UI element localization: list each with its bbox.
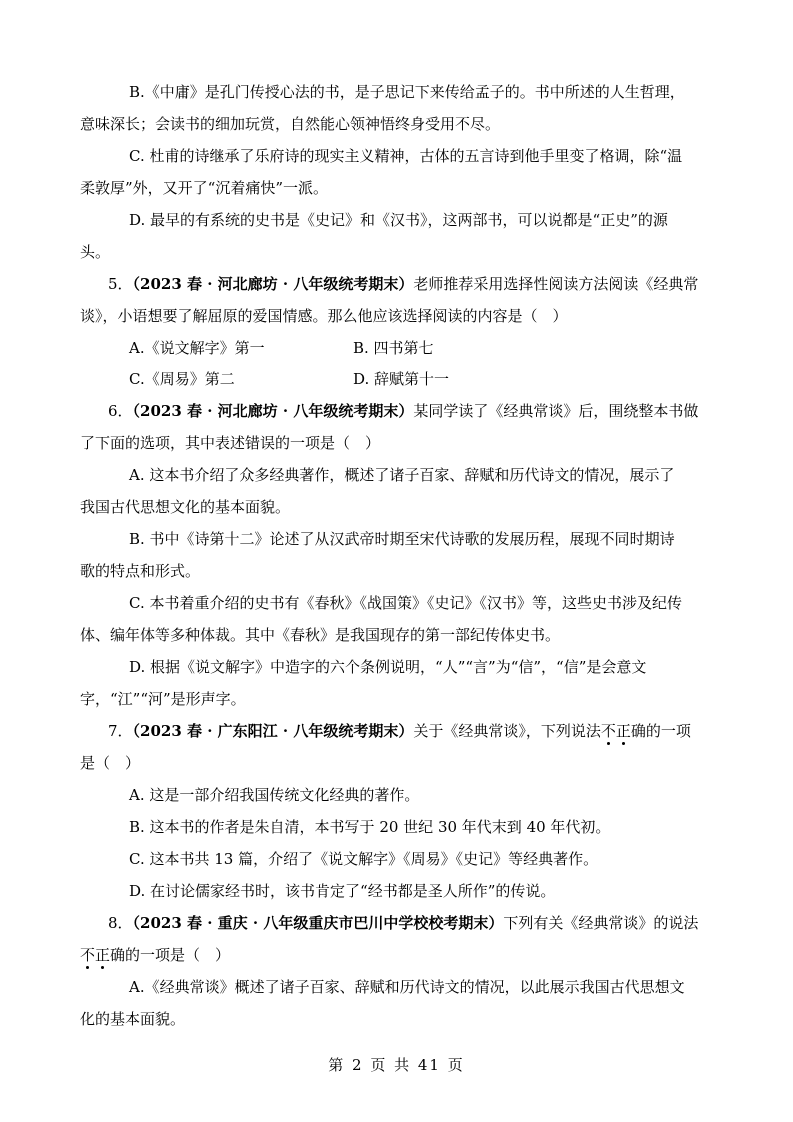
q8-source: （2023 春 · 重庆 · 八年级重庆市巴川中学校校考期末） [132,914,504,932]
q7-option-d: D. 在讨论儒家经书时，该书肯定了“经书都是圣人所作”的传说。 [129,882,556,900]
q7-number: 7． [108,722,133,740]
q6-option-d-line1: D. 根据《说文解字》中造字的六个条例说明，“人”“言”为“信”，“信”是会意文 [129,658,647,676]
q6-option-d-line2: 字，“江”“河”是形声字。 [80,690,246,708]
q7-stem-line1 [108,721,691,741]
q5-option-a: A.《说文解字》第一 [129,339,265,357]
q8-stem-line2 [80,945,230,965]
q8-emphasis-char-2: 正 [95,946,111,964]
q6-option-b-line1: B. 书中《诗第十二》论述了从汉武帝时期至宋代诗歌的发展历程，展现不同时期诗 [129,530,675,548]
q5-stem-line1 [108,274,698,294]
q7-emphasis-char-1: 不 [600,722,616,740]
q6-stem-line2: 了下面的选项，其中表述错误的一项是（ ） [80,434,381,452]
q6-option-a-line2: 我国古代思想文化的基本面貌。 [80,498,291,516]
q6-option-b-line2: 歌的特点和形式。 [80,562,201,580]
q4-option-b-line2: 意味深长；会读书的细加玩赏，自然能心领神悟终身受用不尽。 [80,115,501,133]
q6-stem-line1 [108,401,698,421]
q6-option-c-line2: 体、编年体等多种体裁。其中《春秋》是我国现存的第一部纪传体史书。 [80,626,561,644]
q4-option-b-line1: B.《中庸》是孔门传授心法的书，是子思记下来传给孟子的。书中所述的人生哲理， [129,83,685,101]
q8-option-a-line2: 化的基本面貌。 [80,1010,186,1028]
q5-option-c: C.《周易》第二 [129,370,235,388]
q6-number: 6． [108,402,133,420]
q4-option-d-line1: D. 最早的有系统的史书是《史记》和《汉书》，这两部书，可以说都是“正史”的源 [129,211,668,229]
q5-option-d: D. 辞赋第十一 [353,370,450,388]
q7-option-b: B. 这本书的作者是朱自清，本书写于 20 世纪 30 年代末到 40 年代初。 [129,818,611,836]
q7-option-c: C. 这本书共 13 篇，介绍了《说文解字》《周易》《史记》等经典著作。 [129,850,599,868]
q5-option-b: B. 四书第七 [353,339,434,357]
q8-stem-line1 [108,913,698,933]
q7-emphasis-char-2: 正 [615,722,631,740]
q4-option-c-line2: 柔敦厚”外，又开了“沉着痛快”一派。 [80,179,329,197]
q6-option-a-line1: A. 这本书介绍了众多经典著作，概述了诸子百家、辞赋和历代诗文的情况，展示了 [129,466,675,484]
q8-number: 8． [108,914,133,932]
q4-option-d-line2: 头。 [80,243,111,261]
q7-stem-pre: 关于《经典常谈》，下列说法 [413,722,601,740]
q6-source: （2023 春 · 河北廊坊 · 八年级统考期末） [132,402,414,420]
q8-option-a-line1: A.《经典常谈》概述了诸子百家、辞赋和历代诗文的情况，以此展示我国古代思想文 [129,978,685,996]
q5-stem-text: 老师推荐采用选择性阅读方法阅读《经典常 [413,275,699,293]
q7-stem-post: 确的一项 [630,722,691,740]
q7-source: （2023 春 · 广东阳江 · 八年级统考期末） [132,722,414,740]
q5-source: （2023 春 · 河北廊坊 · 八年级统考期末） [132,275,414,293]
q5-number: 5． [108,275,133,293]
q8-stem-text: 下列有关《经典常谈》的说法 [503,914,699,932]
q8-emphasis-char-1: 不 [80,946,96,964]
q7-option-a: A. 这是一部介绍我国传统文化经典的著作。 [129,786,420,804]
q4-option-c-line1: C. 杜甫的诗继承了乐府诗的现实主义精神，古体的五言诗到他手里变了格调，除“温 [129,147,683,165]
q7-stem-line2: 是（ ） [80,754,141,772]
q8-stem-post: 确的一项是（ ） [110,946,231,964]
q5-stem-line2: 谈》，小语想要了解屈原的爱国情感。那么他应该选择阅读的内容是（ ） [80,307,568,325]
q6-stem-text: 某同学读了《经典常谈》后，围绕整本书做 [413,402,699,420]
page-footer: 第 2 页 共 41 页 [328,1056,465,1074]
q6-option-c-line1: C. 本书着重介绍的史书有《春秋》《战国策》《史记》《汉书》等，这些史书涉及纪传 [129,594,682,612]
